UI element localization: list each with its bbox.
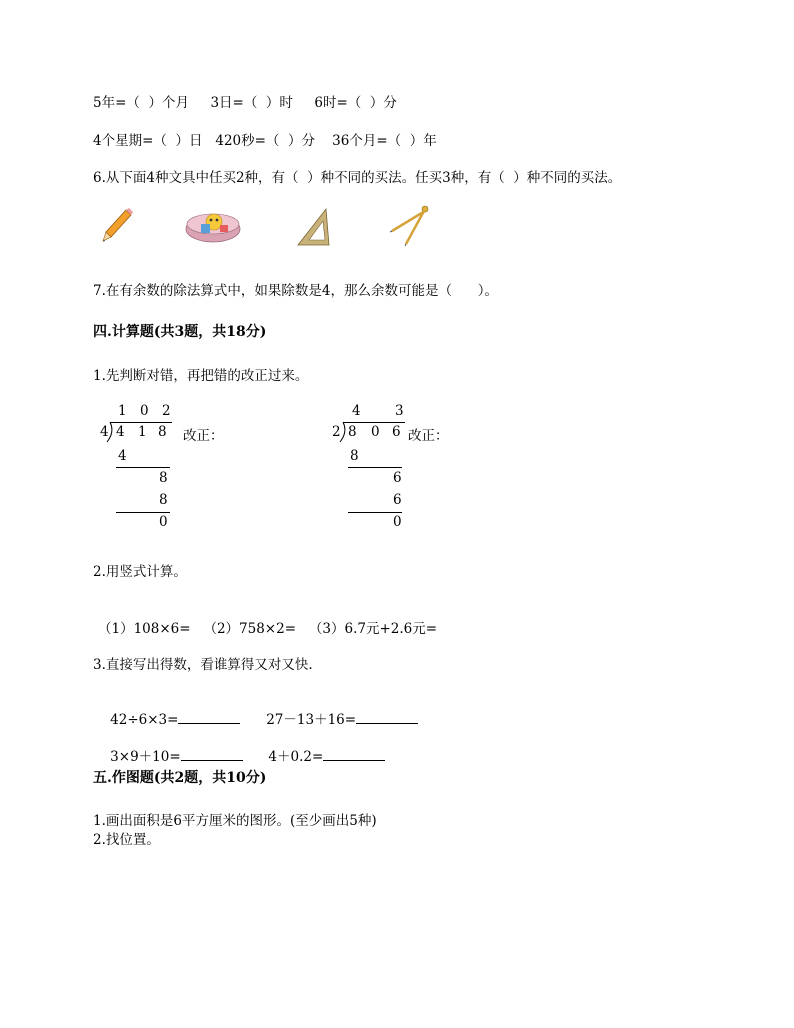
step-line xyxy=(116,512,170,513)
triangle-ruler-icon xyxy=(296,207,332,247)
quotient-digit: 1 xyxy=(118,403,127,419)
divisor: 2 xyxy=(332,424,341,440)
step-value: 6 xyxy=(393,492,402,508)
calc-question-2-items: （1）108×6= （2）758×2= （3）6.7元+2.6元= xyxy=(98,621,438,637)
expr-4: 4＋0.2= xyxy=(268,749,324,765)
division-bracket-top xyxy=(110,422,172,423)
pencil-icon xyxy=(100,208,134,244)
correction-label: 改正： xyxy=(408,428,449,444)
quotient-digit: 3 xyxy=(395,403,404,419)
section-5-heading: 五.作图题(共2题，共10分) xyxy=(93,770,267,786)
remainder: 0 xyxy=(393,514,402,530)
division-bracket xyxy=(105,421,113,443)
expr-2: 27－13＋16= xyxy=(266,712,357,728)
divisor: 4 xyxy=(100,424,109,440)
time-conversion-line-2: 4个星期=（ ）日 420秒=（ ）分 36个月=（ ）年 xyxy=(93,133,437,149)
step-value: 8 xyxy=(350,448,359,464)
step-value: 8 xyxy=(159,492,168,508)
answer-blank[interactable] xyxy=(323,748,385,761)
quotient-digit: 0 xyxy=(140,403,149,419)
calc-question-2: 2.用竖式计算。 xyxy=(93,564,187,580)
dividend-digit: 0 xyxy=(371,424,380,440)
pencil-case-icon xyxy=(184,207,242,247)
dividend-digit: 8 xyxy=(158,424,167,440)
step-line xyxy=(348,512,402,513)
section-4-heading: 四.计算题(共3题，共18分) xyxy=(93,324,267,340)
expr-1: 42÷6×3= xyxy=(110,712,179,728)
calc-question-3: 3.直接写出得数，看谁算得又对又快. xyxy=(93,657,313,673)
question-6: 6.从下面4种文具中任买2种，有（ ）种不同的买法。任买3种，有（ ）种不同的买法。 xyxy=(93,170,622,186)
dividend-digit: 1 xyxy=(138,424,147,440)
dividend-digit: 6 xyxy=(392,424,401,440)
answer-blank[interactable] xyxy=(356,711,418,724)
question-7: 7.在有余数的除法算式中，如果除数是4，那么余数可能是（ ）。 xyxy=(93,283,498,299)
quotient-digit: 2 xyxy=(162,403,171,419)
division-bracket-top xyxy=(343,422,405,423)
calc-question-1: 1.先判断对错，再把错的改正过来。 xyxy=(93,368,309,384)
step-value: 4 xyxy=(118,448,127,464)
answer-blank[interactable] xyxy=(181,748,243,761)
expr-3: 3×9＋10= xyxy=(110,749,181,765)
step-value: 6 xyxy=(393,470,402,486)
dividend-digit: 4 xyxy=(116,424,125,440)
remainder: 0 xyxy=(159,514,168,530)
time-conversion-line-1: 5年=（ ）个月 3日=（ ）时 6时=（ ）分 xyxy=(93,95,397,111)
step-line xyxy=(348,467,402,468)
division-bracket xyxy=(338,421,346,443)
step-line xyxy=(116,467,170,468)
dividend-digit: 8 xyxy=(348,424,357,440)
step-value: 8 xyxy=(159,470,168,486)
compass-icon xyxy=(388,203,434,247)
drawing-question-1: 1.画出面积是6平方厘米的图形。(至少画出5种) xyxy=(93,813,377,829)
quotient-digit: 4 xyxy=(352,403,361,419)
correction-label: 改正： xyxy=(183,428,224,444)
drawing-question-2: 2.找位置。 xyxy=(93,832,160,848)
answer-blank[interactable] xyxy=(178,711,240,724)
